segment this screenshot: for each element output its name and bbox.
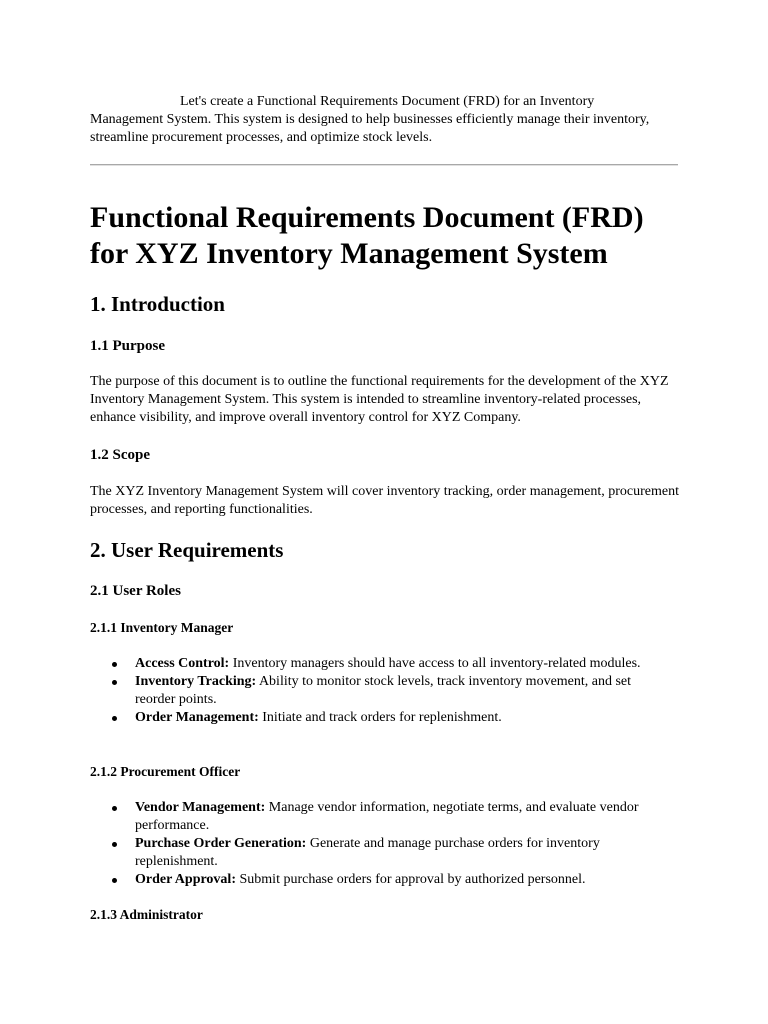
subsection-heading-purpose: 1.1 Purpose xyxy=(90,338,165,354)
bullet-icon xyxy=(112,842,117,847)
list-item-label: Inventory Tracking: xyxy=(135,674,257,689)
list-item-label: Order Approval: xyxy=(135,872,236,887)
list-item-text: Inventory managers should have access to all inventory-related modules. xyxy=(229,656,641,671)
subsection-heading-scope: 1.2 Scope xyxy=(90,447,150,463)
list-item-label: Order Management: xyxy=(135,710,259,725)
list-item-label: Purchase Order Generation: xyxy=(135,836,307,851)
bullet-icon xyxy=(112,662,117,667)
list-item xyxy=(90,871,645,889)
list-item xyxy=(90,673,645,709)
list-item xyxy=(90,655,645,673)
bullet-icon xyxy=(112,878,117,883)
role-heading-administrator: 2.1.3 Administrator xyxy=(90,907,203,922)
procurement-officer-list xyxy=(90,799,680,889)
list-item-text: Manage vendor information, negotiate terms, and evaluate vendor performance. xyxy=(135,800,639,833)
list-item-text: Ability to monitor stock levels, track inventory movement, and set reorder points. xyxy=(135,674,632,707)
subsection-heading-user-roles: 2.1 User Roles xyxy=(90,583,181,599)
section-heading-introduction: 1. Introduction xyxy=(90,292,225,316)
list-item-label: Access Control: xyxy=(135,656,230,671)
list-item-text: Submit purchase orders for approval by authorized personnel. xyxy=(236,872,586,887)
intro-paragraph: Let's create a Functional Requirements Document (FRD) for an Inventory Management System. This system is designed to help businesses efficiently manage their inventory, streamline procurement processes, and optimize stock levels. xyxy=(90,94,650,145)
list-item-text: Generate and manage purchase orders for inventory replenishment. xyxy=(135,836,600,869)
horizontal-rule xyxy=(90,164,678,166)
scope-paragraph: The XYZ Inventory Management System will cover inventory tracking, order management, procurement processes, and reporting functionalities. xyxy=(90,484,679,517)
bullet-icon xyxy=(112,806,117,811)
bullet-icon xyxy=(112,716,117,721)
list-item-text: Initiate and track orders for replenishment. xyxy=(258,710,502,725)
purpose-paragraph: The purpose of this document is to outline the functional requirements for the development of the XYZ Inventory Management System. This system is intended to streamline inventory-related processes, enhance visibility, and improve overall inventory control for XYZ Company. xyxy=(90,374,669,425)
list-item xyxy=(90,799,645,835)
list-item xyxy=(90,835,645,871)
role-heading-procurement-officer: 2.1.2 Procurement Officer xyxy=(90,764,241,779)
inventory-manager-list xyxy=(90,655,680,727)
bullet-icon xyxy=(112,680,117,685)
document-title: Functional Requirements Document (FRD) for XYZ Inventory Management System xyxy=(90,201,644,270)
role-heading-inventory-manager: 2.1.1 Inventory Manager xyxy=(90,620,234,635)
section-heading-user-requirements: 2. User Requirements xyxy=(90,538,284,562)
list-item-label: Vendor Management: xyxy=(135,800,266,815)
list-item xyxy=(90,709,645,727)
